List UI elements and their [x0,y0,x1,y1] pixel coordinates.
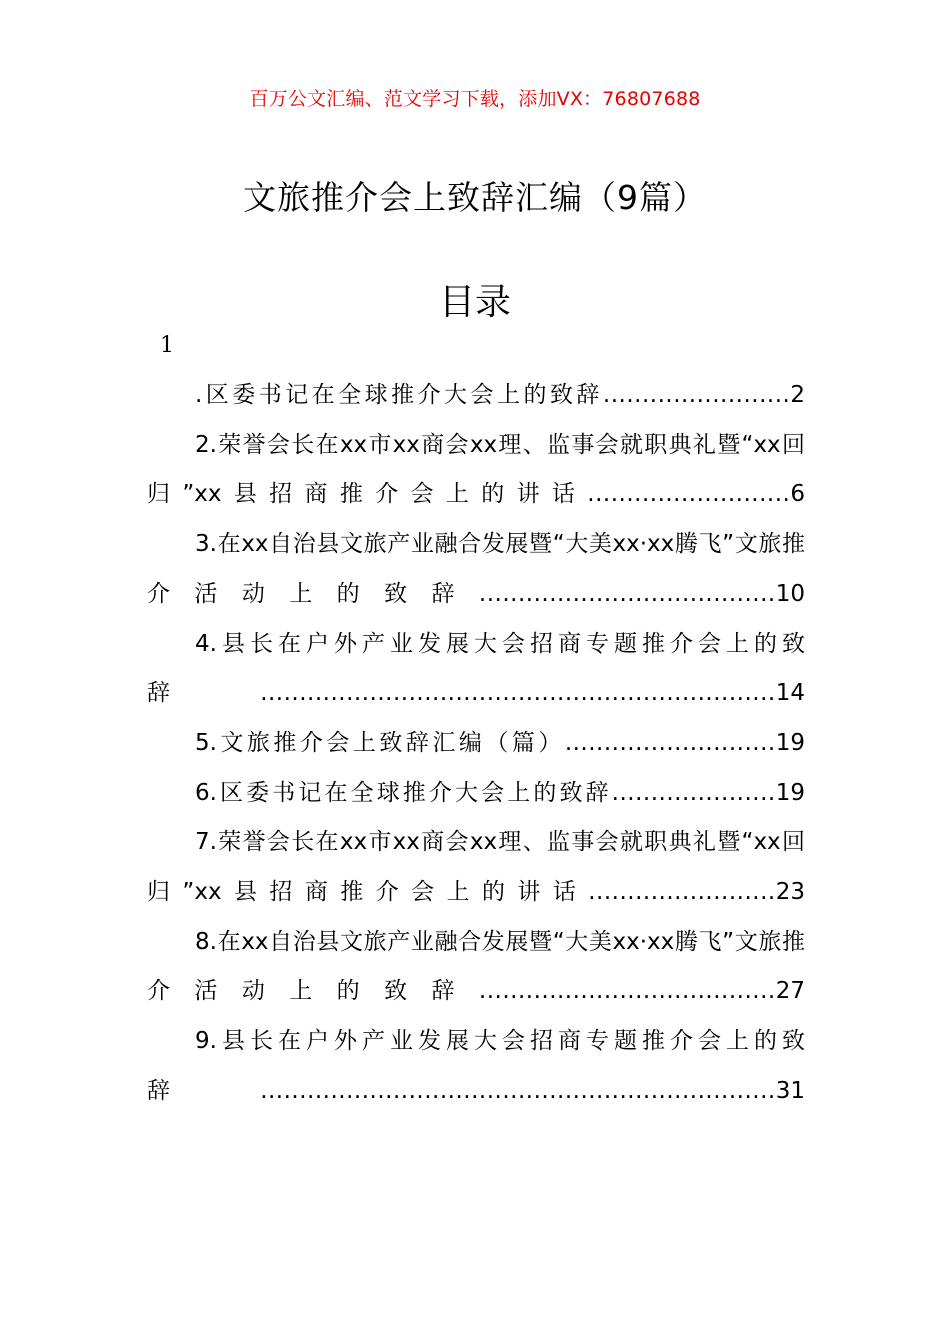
toc-entry-7[interactable] [147,818,805,917]
toc-leader-dots: .......................... [587,481,791,508]
toc-entry-title: 9.县长在户外产业发展大会招商专题推介会上的致辞 [147,1028,805,1104]
table-of-contents [147,371,805,1117]
toc-entry-page: 19 [775,779,805,806]
toc-entry-page: 2 [790,382,805,408]
toc-leader-dots: ...................................... [478,978,776,1005]
toc-entry-page: 6 [790,481,805,508]
toc-heading: 目录 [438,282,511,323]
toc-entry-title: 4.县长在户外产业发展大会招商专题推介会上的致辞 [147,630,805,707]
toc-entry-title: 2.荣誉会长在xx市xx商会xx理、监事会就职典礼暨“xx回归”xx县招商推介会上的讲话 [147,431,805,508]
toc-entry-title: 8.在xx自治县文旅产业融合发展暨“大美xx·xx腾飞”文旅推介活动上的致辞 [147,928,805,1005]
toc-entry-title: 5.文旅推介会上致辞汇编（篇） [195,729,565,756]
toc-entry-page: 23 [775,879,805,906]
toc-entry-title: 3.在xx自治县文旅产业融合发展暨“大美xx·xx腾飞”文旅推介活动上的致辞 [147,531,805,607]
toc-entry-8[interactable] [147,918,805,1017]
toc-entry-1[interactable] [147,371,805,421]
toc-leader-dots: ..................... [611,779,776,806]
toc-entry-page: 27 [775,978,805,1005]
toc-entry-4[interactable] [147,620,805,719]
toc-entry-2[interactable] [147,421,805,520]
toc-leader-dots: ...................................... [478,580,776,607]
toc-leader-dots: .................................................................. [260,680,776,707]
toc-leader-dots: ........................ [588,879,776,906]
toc-leader-dots: .................................................................. [260,1077,776,1104]
page-marker: 1 [160,333,174,358]
toc-entry-page: 31 [775,1077,805,1104]
toc-entry-title: .区委书记在全球推介大会上的致辞 [195,382,603,408]
document-title: 文旅推介会上致辞汇编（9篇） [243,178,707,217]
toc-entry-6[interactable] [147,769,805,819]
toc-entry-title: 6.区委书记在全球推介大会上的致辞 [195,779,612,806]
toc-entry-title: 7.荣誉会长在xx市xx商会xx理、监事会就职典礼暨“xx回归”xx县招商推介会上的讲话 [147,829,805,906]
toc-entry-page: 19 [775,729,805,756]
toc-entry-9[interactable] [147,1017,805,1116]
toc-leader-dots: ........................... [564,729,776,756]
toc-entry-3[interactable] [147,520,805,619]
header-note: 百万公文汇编、范文学习下载，添加VX：76807688 [249,88,701,110]
toc-entry-page: 10 [775,580,805,607]
toc-leader-dots: ........................ [602,382,791,408]
toc-entry-5[interactable] [147,719,805,769]
toc-entry-page: 14 [775,680,805,707]
